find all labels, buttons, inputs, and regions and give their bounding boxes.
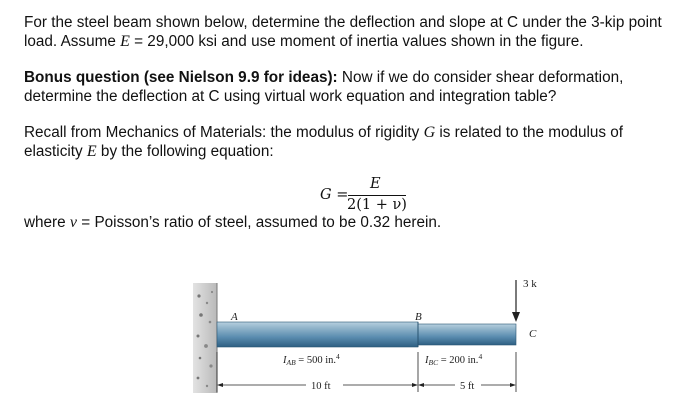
load-label: 3 k	[523, 278, 537, 290]
beam-segment-ab	[217, 322, 418, 347]
recall-line-1-start: Recall from Mechanics of Materials: the modulus of rigidity	[24, 124, 424, 141]
recall-line-2-start: elasticity	[24, 143, 87, 160]
point-b-label: B	[415, 311, 422, 323]
elasticity-symbol-e: E	[86, 143, 97, 160]
where-text: = Poisson’s ratio of steel, assumed to be 0.32 herein.	[77, 214, 442, 231]
where-prefix: where	[24, 214, 70, 231]
point-load-arrow	[512, 280, 520, 322]
fixed-wall-support	[193, 283, 217, 393]
equation-equals: =	[331, 187, 349, 203]
problem-line-2-start: load. Assume	[24, 33, 121, 50]
beam-segment-bc	[418, 324, 516, 345]
rigidity-symbol-g: G	[423, 124, 436, 141]
modulus-symbol-e: E	[120, 33, 130, 50]
problem-line-2-end: = 29,000 ksi and use moment of inertia values shown in the figure.	[129, 33, 584, 50]
bonus-text-2: determine the deflection at C using virtual work equation and integration table?	[24, 88, 557, 105]
bonus-label: Bonus question (see Nielson 9.9 for ideas):	[24, 69, 338, 86]
problem-line-1: For the steel beam shown below, determine the deflection and slope at C under the 3-kip point	[24, 14, 662, 31]
recall-line-2-end: by the following equation:	[96, 143, 274, 160]
span-bc-label: 5 ft	[460, 381, 475, 392]
inertia-bc-label: IBC = 200 in.$^4$	[425, 352, 483, 367]
recall-line-1-end: is related to the modulus of	[435, 124, 624, 141]
equation-denominator: 2(1 + ν)	[347, 197, 407, 213]
inertia-ab-label: IAB = 500 in.$^4$	[283, 352, 340, 367]
equation-numerator: E	[370, 176, 381, 192]
nu-symbol: ν	[69, 214, 78, 231]
span-ab-label: 10 ft	[311, 381, 331, 392]
equation-g: G	[320, 187, 332, 203]
bonus-text-1: Now if we do consider shear deformation,	[337, 69, 624, 86]
point-c-label: C	[529, 328, 537, 340]
point-a-label: A	[231, 311, 238, 323]
